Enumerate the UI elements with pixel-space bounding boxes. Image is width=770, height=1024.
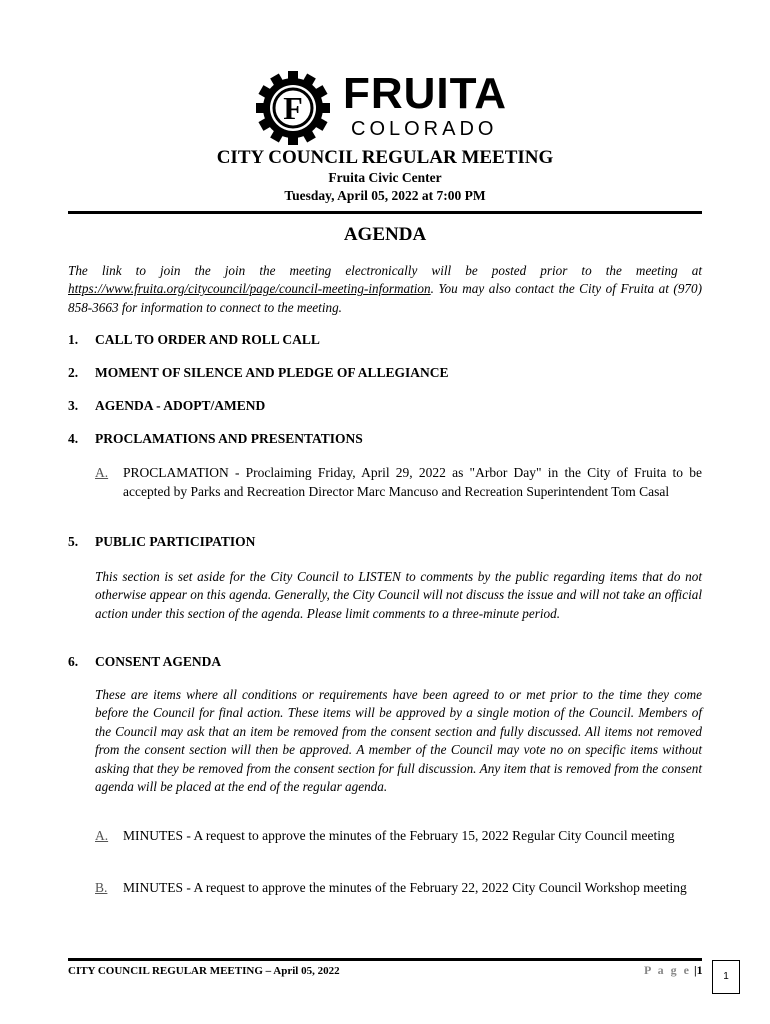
consent-agenda-text: These are items where all conditions or requirements have been agreed to or met prior to the time they come before the Council for final action. These items will be approved by a single motion of the Council. Members of the Council may ask that an item be removed from the consent section and fully discussed. All items not removed from the consent section will then be approved. A member of the Council may vote no on specific items without asking that they be removed from the consent section for full discussion. Any item that is removed from the consent agenda will be placed at the end of the regular agenda. [95,687,702,795]
item-number: 4. [68,431,79,446]
page-label: P a g e [644,963,691,977]
meeting-location: Fruita Civic Center [328,170,442,185]
page-number-box: 1 [712,960,740,994]
agenda-item-2 [68,365,449,381]
item-6a-letter[interactable]: A. [95,828,109,843]
agenda-heading: AGENDA [343,224,427,245]
item-4a-text: PROCLAMATION - Proclaiming Friday, April 29, 2022 as "Arbor Day" in the City of Fruita to be accepted by Parks and Recreation Director Marc Mancuso and Recreation Superintendent Tom Casal [123,465,702,499]
public-participation-text: This section is set aside for the City Council to LISTEN to comments by the public regarding items that do not otherwise appear on this agenda. Generally, the City Council will not discuss the issue and will not take an official action under this section of the agenda. Please limit comments to a three-minute period. [95,569,702,621]
agenda-item-4 [68,431,363,447]
item-6b-letter[interactable]: B. [95,880,108,895]
item-4a [95,464,702,501]
item-title: MOMENT OF SILENCE AND PLEDGE OF ALLEGIANCE [95,365,449,380]
item-6b-text: MINUTES - A request to approve the minutes of the February 22, 2022 City Council Workshop meeting [123,880,687,895]
footer-page-indicator [644,963,703,978]
item-title: CALL TO ORDER AND ROLL CALL [95,332,320,347]
meeting-info-link[interactable]: https://www.fruita.org/citycouncil/page/council-meeting-information [68,281,431,297]
item-number: 3. [68,398,79,413]
intro-text-end: . You may also contact the City of Fruita at (970) 858-3663 for information to connect to the meeting. [68,281,702,315]
item-title: PUBLIC PARTICIPATION [95,534,256,549]
fruita-logo [255,70,525,145]
gear-letter: F [283,90,303,126]
page-separator: | [694,963,697,977]
intro-text-start: The link to join the join the meeting electronically will be posted prior to the meeting at [68,263,702,278]
item-title: CONSENT AGENDA [95,654,222,669]
item-number: 2. [68,365,79,380]
agenda-item-3 [68,398,265,414]
item-4a-letter[interactable]: A. [95,465,109,480]
agenda-item-6 [68,654,221,670]
gear-logo-icon [255,70,335,145]
item-6b [95,879,702,898]
footer-divider [68,958,702,961]
page-number: 1 [696,963,703,977]
brand-name: FRUITA [343,69,508,118]
intro-paragraph [68,262,702,317]
item-number: 5. [68,534,79,549]
item-title: AGENDA - ADOPT/AMEND [95,398,266,413]
brand-subtitle: COLORADO [351,118,498,140]
item-6a [95,827,702,846]
agenda-item-1 [68,332,320,348]
item-number: 6. [68,654,79,669]
item-6a-text: MINUTES - A request to approve the minutes of the February 15, 2022 Regular City Council meeting [123,828,675,843]
agenda-item-5 [68,534,255,550]
item-title: PROCLAMATIONS AND PRESENTATIONS [95,431,363,446]
meeting-title: CITY COUNCIL REGULAR MEETING [216,147,554,168]
meeting-datetime: Tuesday, April 05, 2022 at 7:00 PM [284,188,486,203]
footer-meeting-label: CITY COUNCIL REGULAR MEETING – April 05, 2022 [68,965,340,977]
header-divider [68,211,702,214]
item-number: 1. [68,332,79,347]
